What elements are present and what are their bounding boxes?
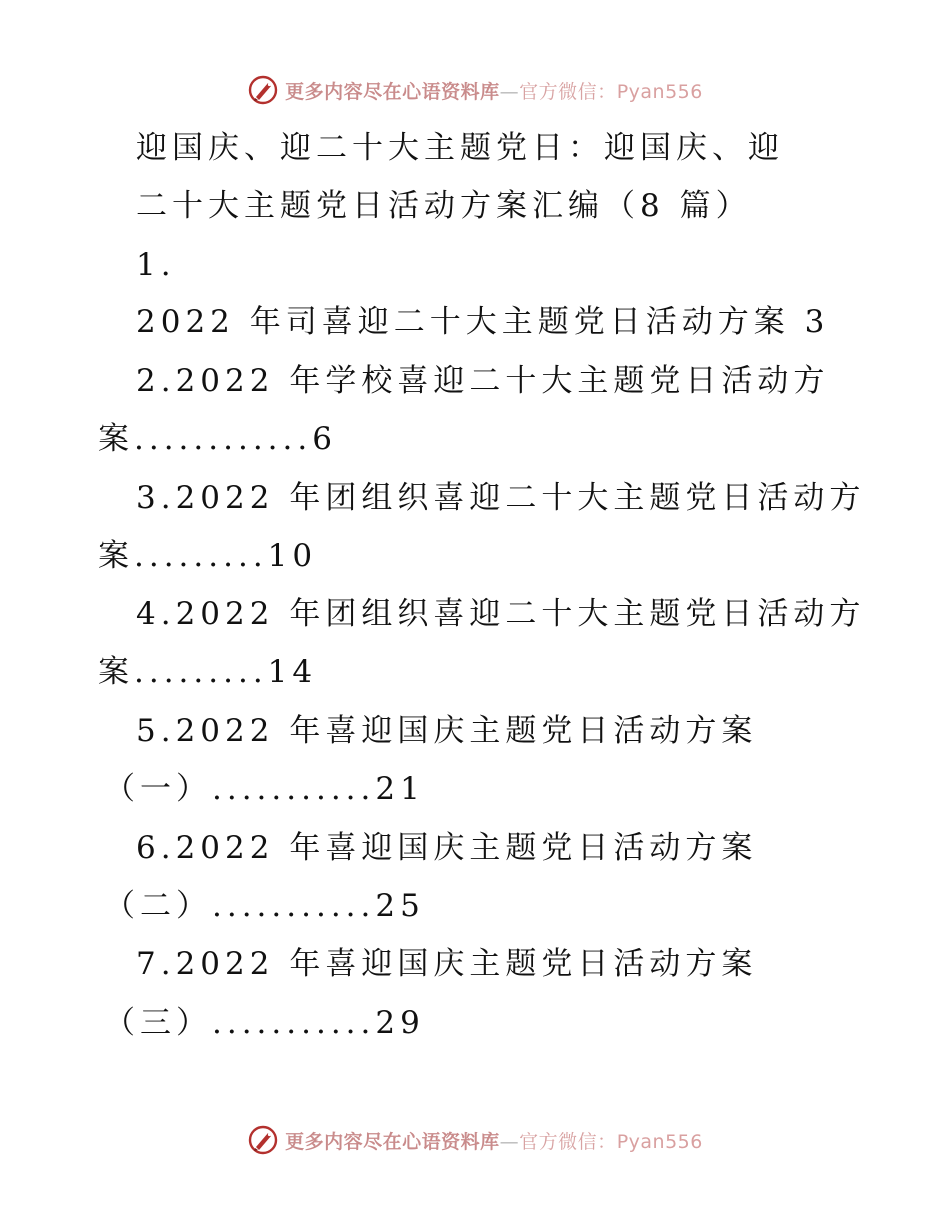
toc-item-6-page: （二）...........25 xyxy=(104,888,425,924)
toc-item-1-number: 1. xyxy=(136,247,176,283)
banner-dash: — xyxy=(499,1130,520,1153)
toc-item-1-text: 2022 年司喜迎二十大主题党日活动方案 3 xyxy=(136,304,830,340)
toc-item-5-page: （一）...........21 xyxy=(104,771,425,807)
toc-item-4-page: 案.........14 xyxy=(98,654,318,690)
footer-banner xyxy=(0,1120,950,1160)
doc-title-line-2: 二十大主题党日活动方案汇编（8 篇） xyxy=(136,188,752,224)
banner-wechat-id: Pyan556 xyxy=(616,80,703,103)
banner-site-name: 更多内容尽在心语资料库 xyxy=(285,1130,500,1153)
banner-wechat-label: 官方微信： xyxy=(519,1130,617,1153)
toc-item-4-text: 4.2022 年团组织喜迎二十大主题党日活动方 xyxy=(136,596,866,632)
pen-logo-icon xyxy=(247,1124,279,1156)
banner-site-name: 更多内容尽在心语资料库 xyxy=(285,80,500,103)
toc-item-7-text: 7.2022 年喜迎国庆主题党日活动方案 xyxy=(136,946,758,982)
doc-title-line-1: 迎国庆、迎二十大主题党日：迎国庆、迎 xyxy=(136,130,784,166)
banner-dash: — xyxy=(499,80,520,103)
banner-wechat-id: Pyan556 xyxy=(616,1130,703,1153)
toc-item-2-page: 案............6 xyxy=(98,421,337,457)
toc-item-7-page: （三）...........29 xyxy=(104,1005,425,1041)
banner-wechat-label: 官方微信： xyxy=(519,80,617,103)
toc-item-5-text: 5.2022 年喜迎国庆主题党日活动方案 xyxy=(136,713,758,749)
toc-item-2-text: 2.2022 年学校喜迎二十大主题党日活动方 xyxy=(136,363,830,399)
toc-item-3-text: 3.2022 年团组织喜迎二十大主题党日活动方 xyxy=(136,480,866,516)
toc-item-6-text: 6.2022 年喜迎国庆主题党日活动方案 xyxy=(136,830,758,866)
toc-item-3-page: 案.........10 xyxy=(98,538,318,574)
